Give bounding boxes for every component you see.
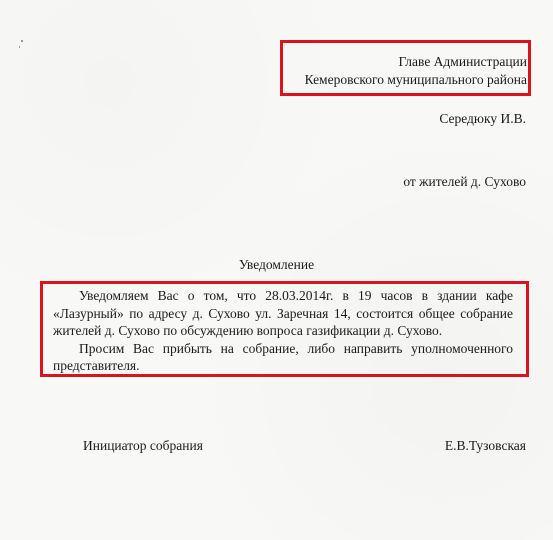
addressee-line-1: Главе Администрации: [398, 54, 527, 69]
body-paragraph-2: Просим Вас прибыть на собрание, либо направить уполномоченного представителя.: [53, 340, 513, 373]
sender-line: от жителей д. Сухово: [403, 174, 526, 189]
addressee-name: Середюку И.В.: [439, 111, 526, 126]
scan-speck: [21, 40, 23, 42]
body-paragraph-1: Уведомляем Вас о том, что 28.03.2014г. в 19 часов в здании кафе «Лазурный» по адресу д. Сухово ул. Заречная 14, состоится общее собрание жителей д. Сухово по обсуждению вопроса газификации д. Сухово.: [53, 288, 513, 338]
document-title: Уведомление: [238, 257, 315, 272]
signature-label: Инициатор собрания: [83, 438, 203, 453]
addressee-line-2: Кемеровского муниципального района: [304, 72, 527, 87]
signature-name: Е.В.Тузовская: [444, 438, 526, 453]
notice-body: [53, 287, 513, 375]
scan-speck: [19, 46, 20, 48]
